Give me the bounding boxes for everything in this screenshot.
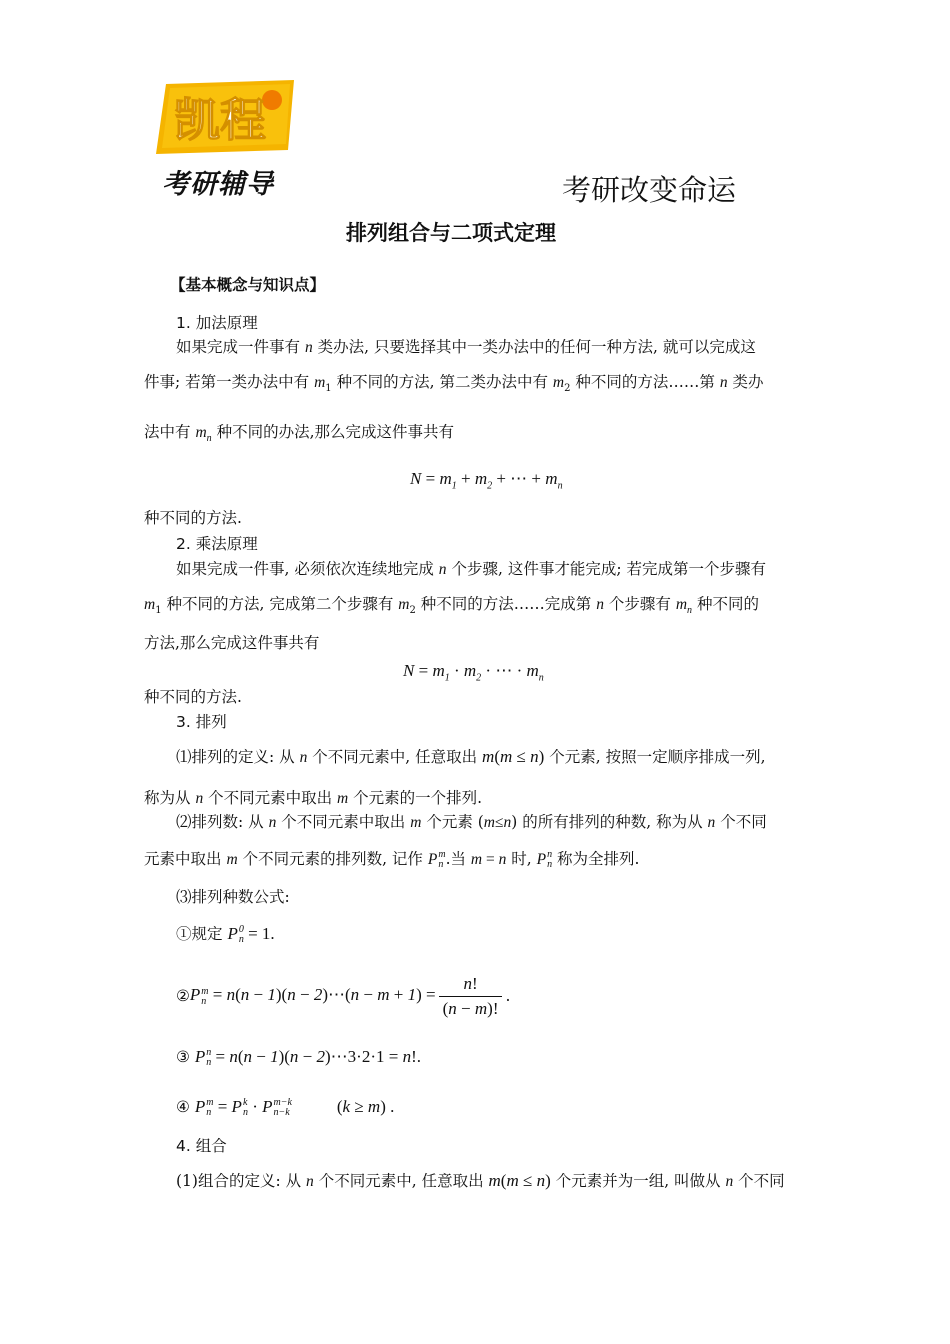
s1-formula: $N = m_1 + m_2$ + ⋯ + $m_n$ bbox=[410, 469, 563, 492]
s4-p1-line1: (1)组合的定义: 从 n 个不同元素中, 任意取出 m(m ≤ n) 个元素并为一组, 叫做从 n 个不同 bbox=[176, 1171, 785, 1190]
s2-line1: 如果完成一件事, 必须依次连续地完成 n 个步骤, 这件事才能完成; 若完成第一个步骤有 bbox=[176, 560, 766, 578]
s1-heading: 1. 加法原理 bbox=[176, 314, 258, 332]
s2-line2: $m_1$ 种不同的方法, 完成第二个步骤有 $m_2$ 种不同的方法……完成第 n 个步骤有 $m_n$ 种不同的 bbox=[144, 595, 759, 617]
formula-1: ①规定 P 0 n = 1. bbox=[176, 924, 275, 946]
s1-line2: 件事; 若第一类办法中有 $m_1$ 种不同的方法, 第二类办法中有 $m_2$ 种不同的方法……第 n 类办 bbox=[144, 373, 764, 395]
logo-text: 凯程 bbox=[174, 93, 266, 147]
s3-p2-line1: ⑵排列数: 从 n 个不同元素中取出 m 个元素 (m≤n) 的所有排列的种数, 称为从 n 个不同 bbox=[176, 813, 767, 831]
s3-p3: ⑶排列种数公式: bbox=[176, 888, 290, 906]
s1-after: 种不同的方法. bbox=[144, 509, 242, 527]
section-heading: 【基本概念与知识点】 bbox=[170, 276, 326, 294]
formula-2: ② P m n = n(n − 1)(n − 2)⋯(n − m + 1) = $\frac{n!}{(n - m)!}$ . bbox=[176, 973, 511, 1018]
s3-p1-line2: 称为从 n 个不同元素中取出 m 个元素的一个排列. bbox=[144, 789, 483, 807]
s3-p2-line2: 元素中取出 m 个不同元素的排列数, 记作 P m n .当 m = n 时, P n n 称为全排列. bbox=[144, 849, 640, 871]
s2-line3: 方法,那么完成这件事共有 bbox=[144, 634, 320, 652]
s2-heading: 2. 乘法原理 bbox=[176, 535, 258, 553]
s1-line3: 法中有 $m_n$ 种不同的办法,那么完成这件事共有 bbox=[144, 423, 454, 445]
formula-3: ③ P n n = n(n − 1)(n − 2)⋯3·2·1 = n!. bbox=[176, 1047, 421, 1069]
s1-line1: 如果完成一件事有 n 类办法, 只要选择其中一类办法中的任何一种方法, 就可以完成这 bbox=[176, 338, 756, 356]
formula-4: ④ P m n = P k n · P m−k n−k (k ≥ m) . bbox=[176, 1097, 395, 1119]
s2-formula: $N = m_1 \cdot m_2$ · ⋯ · $m_n$ bbox=[403, 661, 544, 684]
s3-heading: 3. 排列 bbox=[176, 713, 227, 731]
s2-after: 种不同的方法. bbox=[144, 688, 242, 706]
logo-mark bbox=[152, 78, 300, 158]
logo bbox=[152, 78, 300, 198]
slogan: 考研改变命运 bbox=[562, 173, 737, 207]
s3-p1-line1: ⑴排列的定义: 从 n 个不同元素中, 任意取出 m(m ≤ n) 个元素, 按照一定顺序排成一列, bbox=[176, 747, 766, 766]
s4-heading: 4. 组合 bbox=[176, 1137, 227, 1155]
page-title: 排列组合与二项式定理 bbox=[346, 221, 556, 245]
logo-subtitle: 考研辅导 bbox=[162, 169, 274, 200]
